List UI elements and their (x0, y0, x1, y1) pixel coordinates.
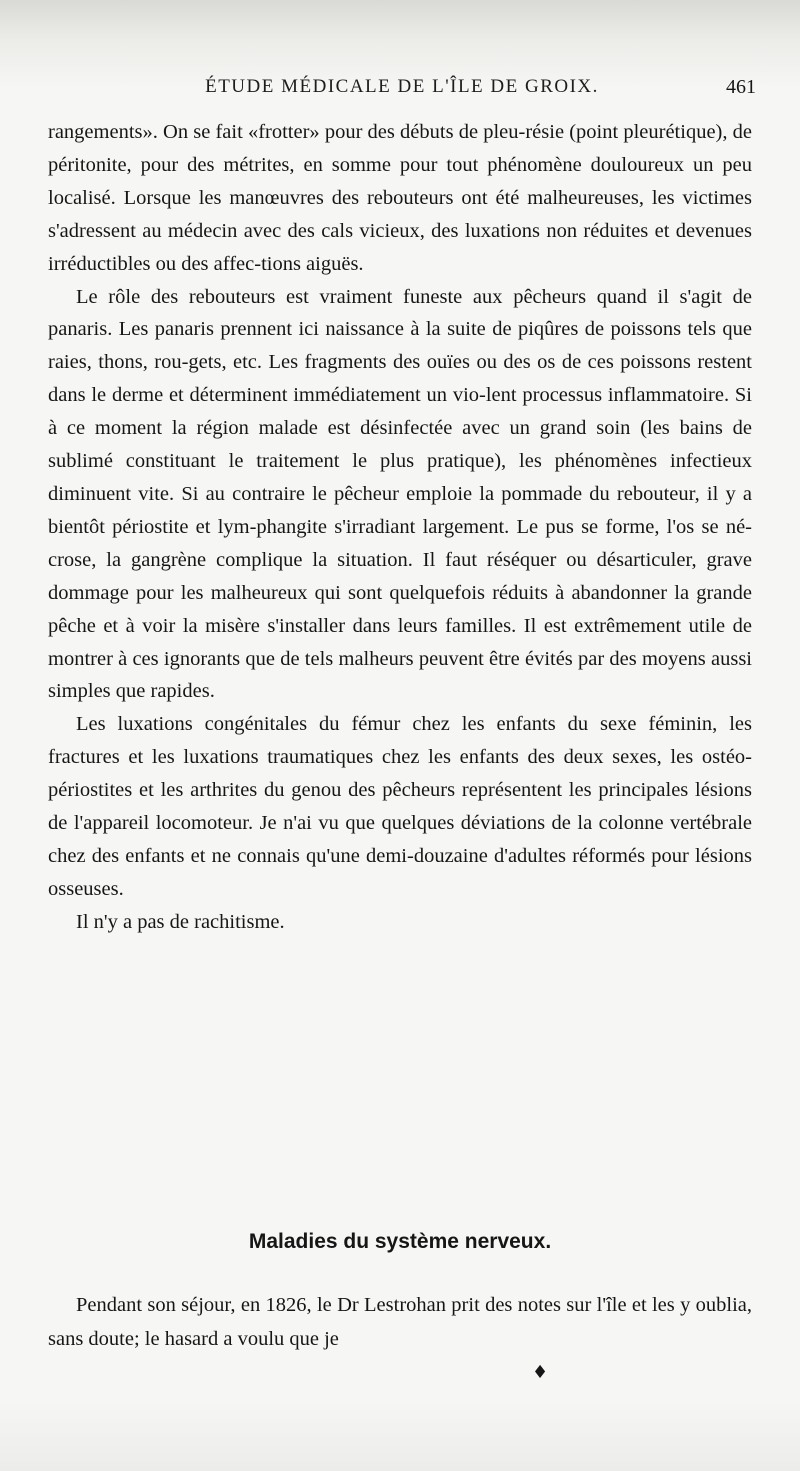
body-text (48, 116, 752, 939)
paragraph-4: Il n'y a pas de rachitisme. (76, 910, 285, 933)
section-paragraph: Pendant son séjour, en 1826, le Dr Lestrohan prit des notes sur l'île et les y oublia, sans doute; le hasard a voulu que je (48, 1294, 752, 1350)
running-title: ÉTUDE MÉDICALE DE L'ÎLE DE GROIX. (205, 76, 599, 97)
running-head (48, 72, 756, 106)
bottom-mark: ♦ (532, 1362, 549, 1383)
paragraph-3: Les luxations congénitales du fémur chez les enfants du sexe féminin, les fractures et les luxations traumatiques chez les enfants des deux sexes, les ostéo-périostites et les arthrites du genou des pêcheurs représentent les principales lésions de l'appareil locomoteur. Je n'ai vu que quelques déviations de la colonne vertébrale chez des enfants et ne connais qu'une demi-douzaine d'adultes réformés pour lésions osseuses. (48, 713, 752, 900)
page-number: 461 (726, 76, 756, 98)
paragraph-2: Le rôle des rebouteurs est vraiment funeste aux pêcheurs quand il s'agit de panaris. Les panaris prennent ici naissance à la suite de piqûres de poissons tels que raies, thons, rou-gets, etc. Les fragments des ouïes ou des os de ces poissons restent dans le derme et déterminent immédiatement un vio-lent processus inflammatoire. Si à ce moment la région malade est désinfectée avec un grand soin (les bains de sublimé constituant le traitement le plus pratique), les phénomènes infectieux diminuent vite. Si au contraire le pêcheur emploie la pommade du rebouteur, il y a bientôt périostite et lym-phangite s'irradiant largement. Le pus se forme, l'os se né-crose, la gangrène complique la situation. Il faut réséquer ou désarticuler, grave dommage pour les malheureux qui sont quelquefois réduits à abandonner la grande pêche et à voir la misère s'installer dans leurs familles. Il est extrêmement utile de montrer à ces ignorants que de tels malheurs peuvent être évités par des moyens aussi simples que rapides. (48, 285, 752, 703)
paragraph-1: rangements». On se fait «frotter» pour des débuts de pleu-résie (point pleurétique), de péritonite, pour des métrites, en somme pour tout phénomène douloureux un peu localisé. Lorsque les manœuvres des rebouteurs ont été malheureuses, les victimes s'adressent au médecin avec des cals vicieux, des luxations non réduites et devenues irréductibles ou des affec-tions aiguës. (48, 121, 752, 275)
section-heading: Maladies du système nerveux. (248, 1230, 552, 1253)
